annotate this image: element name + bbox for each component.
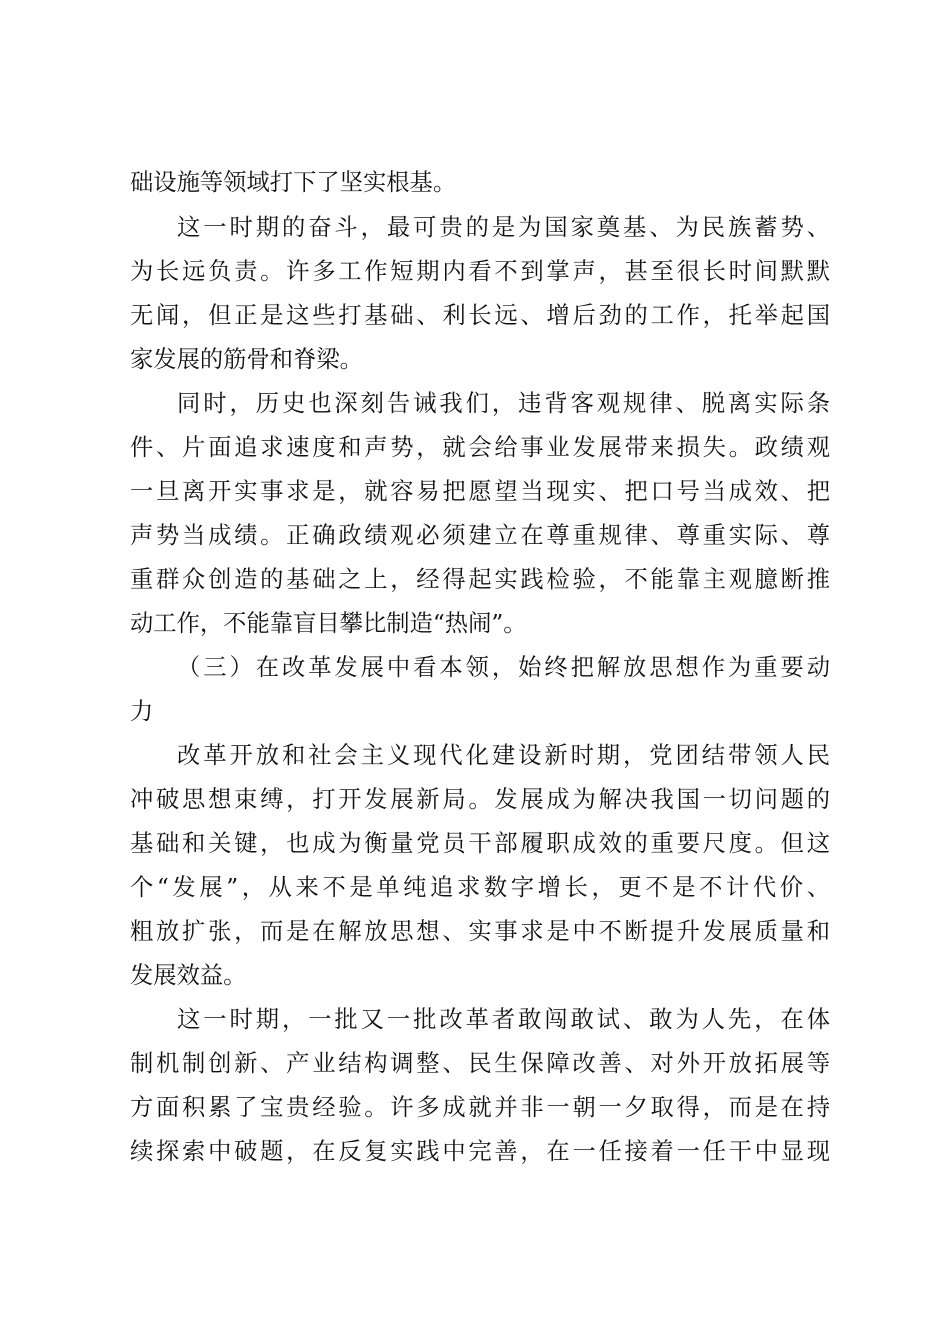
paragraph-first-line: 同时，历史也深刻告诫我们，违背客观规律、脱离实际条 (177, 390, 830, 417)
text-line: 冲破思想束缚，打开发展新局。发展成为解决我国一切问题的 (130, 786, 830, 813)
paragraph-first-line: 这一时期的奋斗，最可贵的是为国家奠基、为民族蓄势、 (177, 214, 830, 241)
text-line: 动工作，不能靠盲目攀比制造“热闹”。 (130, 610, 527, 637)
text-line: 方面积累了宝贵经验。许多成就并非一朝一夕取得，而是在持 (130, 1094, 830, 1121)
text-line: 发展效益。 (130, 962, 247, 989)
text-line: 粗放扩张，而是在解放思想、实事求是中不断提升发展质量和 (130, 918, 830, 945)
section-heading: （三）在改革发展中看本领，始终把解放思想作为重要动 (177, 654, 830, 681)
text-line: 础设施等领域打下了坚实根基。 (130, 169, 457, 196)
paragraph-first-line: 这一时期，一批又一批改革者敢闯敢试、敢为人先，在体 (177, 1006, 830, 1033)
text-line: 基础和关键，也成为衡量党员干部履职成效的重要尺度。但这 (130, 830, 830, 857)
text-line: 个“发展”，从来不是单纯追求数字增长，更不是不计代价、 (130, 874, 830, 901)
text-line: 为长远负责。许多工作短期内看不到掌声，甚至很长时间默默 (130, 258, 830, 285)
paragraph-first-line: 改革开放和社会主义现代化建设新时期，党团结带领人民 (177, 742, 830, 769)
text-line: 家发展的筋骨和脊梁。 (130, 346, 363, 373)
text-line: 制机制创新、产业结构调整、民生保障改善、对外开放拓展等 (130, 1050, 830, 1077)
text-line: 重群众创造的基础之上，经得起实践检验，不能靠主观臆断推 (130, 566, 830, 593)
text-line: 一旦离开实事求是，就容易把愿望当现实、把口号当成效、把 (130, 478, 830, 505)
text-line: 声势当成绩。正确政绩观必须建立在尊重规律、尊重实际、尊 (130, 522, 830, 549)
section-heading-continued: 力 (130, 698, 154, 725)
text-line: 续探索中破题，在反复实践中完善，在一任接着一任干中显现 (130, 1138, 830, 1165)
text-line: 无闻，但正是这些打基础、利长远、增后劲的工作，托举起国 (130, 302, 830, 329)
text-line: 件、片面追求速度和声势，就会给事业发展带来损失。政绩观 (130, 434, 830, 461)
